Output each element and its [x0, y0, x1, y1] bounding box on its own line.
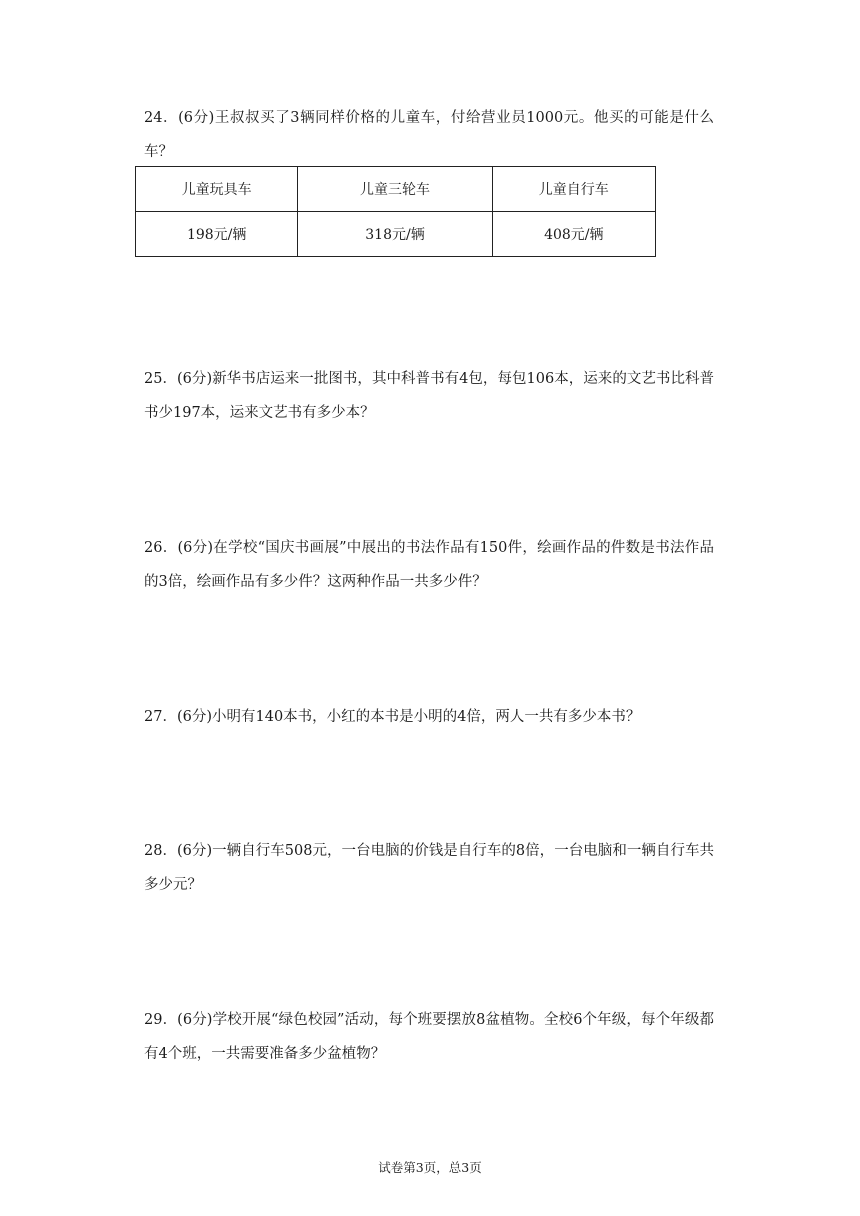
- question-28: 28．(6分)一辆自行车508元，一台电脑的价钱是自行车的8倍，一台电脑和一辆自行车共多少元？: [144, 843, 714, 893]
- table-header-row: [136, 167, 656, 212]
- page-footer: 试卷第3页，总3页: [378, 1160, 482, 1175]
- header-cell-bicycle: 儿童自行车: [492, 167, 655, 212]
- header-cell-toy-car: 儿童玩具车: [136, 167, 298, 212]
- price-cell-bicycle: 408元/辆: [492, 212, 655, 257]
- question-25: 25．(6分)新华书店运来一批图书，其中科普书有4包，每包106本，运来的文艺书比科普书少197本，运来文艺书有多少本？: [144, 371, 714, 421]
- price-cell-toy-car: 198元/辆: [136, 212, 298, 257]
- question-26: 26．(6分)在学校“国庆书画展”中展出的书法作品有150件，绘画作品的件数是书法作品的3倍，绘画作品有多少件？这两种作品一共多少件？: [144, 540, 714, 590]
- table-price-row: [136, 212, 656, 257]
- price-cell-tricycle: 318元/辆: [298, 212, 492, 257]
- question-27: 27．(6分)小明有140本书，小红的本书是小明的4倍，两人一共有多少本书？: [144, 709, 641, 725]
- question-29: 29．(6分)学校开展“绿色校园”活动，每个班要摆放8盆植物。全校6个年级，每个年级都有4个班，一共需要准备多少盆植物？: [144, 1012, 714, 1062]
- question-24: 24．(6分)王叔叔买了3辆同样价格的儿童车，付给营业员1000元。他买的可能是什么车？: [144, 110, 714, 160]
- vehicle-price-table: [135, 166, 656, 257]
- header-cell-tricycle: 儿童三轮车: [298, 167, 492, 212]
